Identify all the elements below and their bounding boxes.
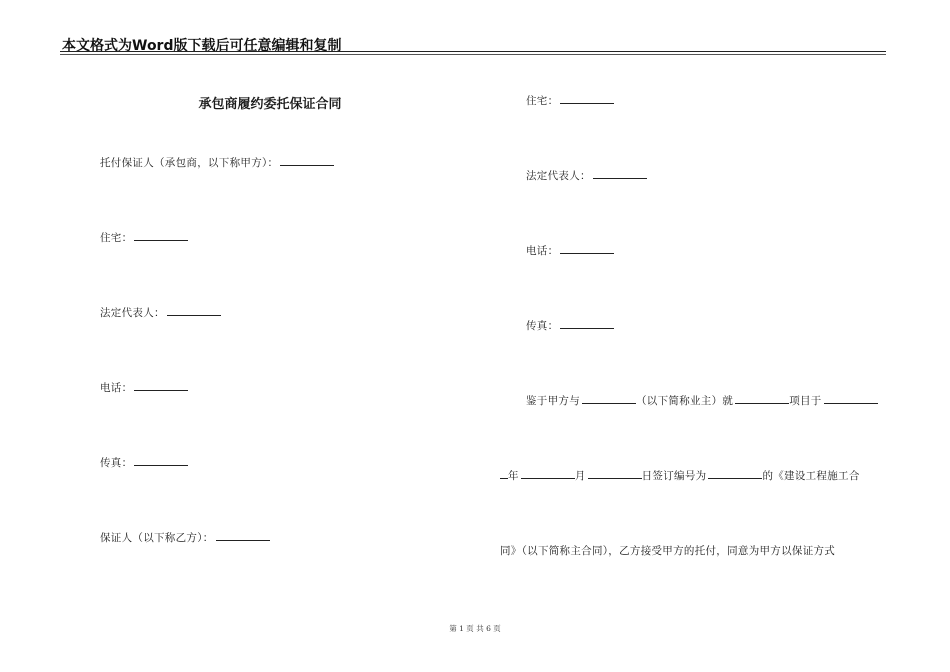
principal-line: [100, 155, 334, 170]
left-legal-rep-label: 法定代表人：: [100, 307, 165, 319]
para-text: 年: [508, 470, 519, 482]
para-text: 同》（以下简称主合同），乙方接受甲方的托付，同意为甲方以保证方式: [500, 545, 836, 557]
guarantor-line: [100, 530, 270, 545]
principal-blank: [280, 155, 334, 166]
right-legal-rep-line: [526, 168, 647, 183]
para-text: 鉴于甲方与: [526, 395, 580, 407]
right-fax-blank: [560, 318, 614, 329]
contract-title: 承包商履约委托保证合同: [198, 97, 342, 112]
left-legal-rep-line: [100, 305, 221, 320]
year-blank: [824, 393, 878, 404]
page-number: 第 1 页 共 6 页: [449, 624, 501, 633]
para-line-2: [500, 468, 860, 483]
owner-blank: [582, 393, 636, 404]
right-address-line: [526, 93, 614, 108]
para-text: 月: [574, 470, 586, 482]
right-legal-rep-blank: [593, 168, 647, 179]
left-fax-blank: [134, 455, 188, 466]
header-rule-thin: [60, 54, 886, 55]
principal-label: 托付保证人（承包商，以下称甲方）：: [100, 157, 279, 169]
para-text: 日签订编号为: [641, 470, 707, 482]
document-header: 本文格式为Word版下载后可任意编辑和复制: [62, 38, 342, 54]
right-phone-line: [526, 243, 614, 258]
left-fax-label: 传真：: [100, 457, 133, 469]
right-address-label: 住宅：: [526, 95, 559, 107]
contract-number-blank: [708, 468, 762, 479]
month-blank: [521, 468, 575, 479]
para-text: 项目于: [789, 395, 822, 407]
project-blank: [735, 393, 789, 404]
guarantor-label: 保证人（以下称乙方）：: [100, 532, 214, 544]
day-blank: [588, 468, 642, 479]
year-blank-end: [500, 468, 508, 479]
right-address-blank: [560, 93, 614, 104]
left-address-label: 住宅：: [100, 232, 133, 244]
para-text: （以下简称业主）就: [636, 395, 734, 407]
left-phone-blank: [134, 380, 188, 391]
para-line-1: [526, 393, 878, 408]
right-legal-rep-label: 法定代表人：: [526, 170, 591, 182]
right-phone-blank: [560, 243, 614, 254]
left-address-blank: [134, 230, 188, 241]
left-fax-line: [100, 455, 188, 470]
left-phone-label: 电话：: [100, 382, 133, 394]
left-phone-line: [100, 380, 188, 395]
para-text: 的《建设工程施工合: [762, 470, 860, 482]
left-address-line: [100, 230, 188, 245]
left-legal-rep-blank: [167, 305, 221, 316]
right-fax-line: [526, 318, 614, 333]
para-line-3: [500, 543, 835, 558]
right-phone-label: 电话：: [526, 245, 559, 257]
right-fax-label: 传真：: [526, 320, 559, 332]
guarantor-blank: [216, 530, 270, 541]
header-rule-thick: [60, 51, 886, 52]
